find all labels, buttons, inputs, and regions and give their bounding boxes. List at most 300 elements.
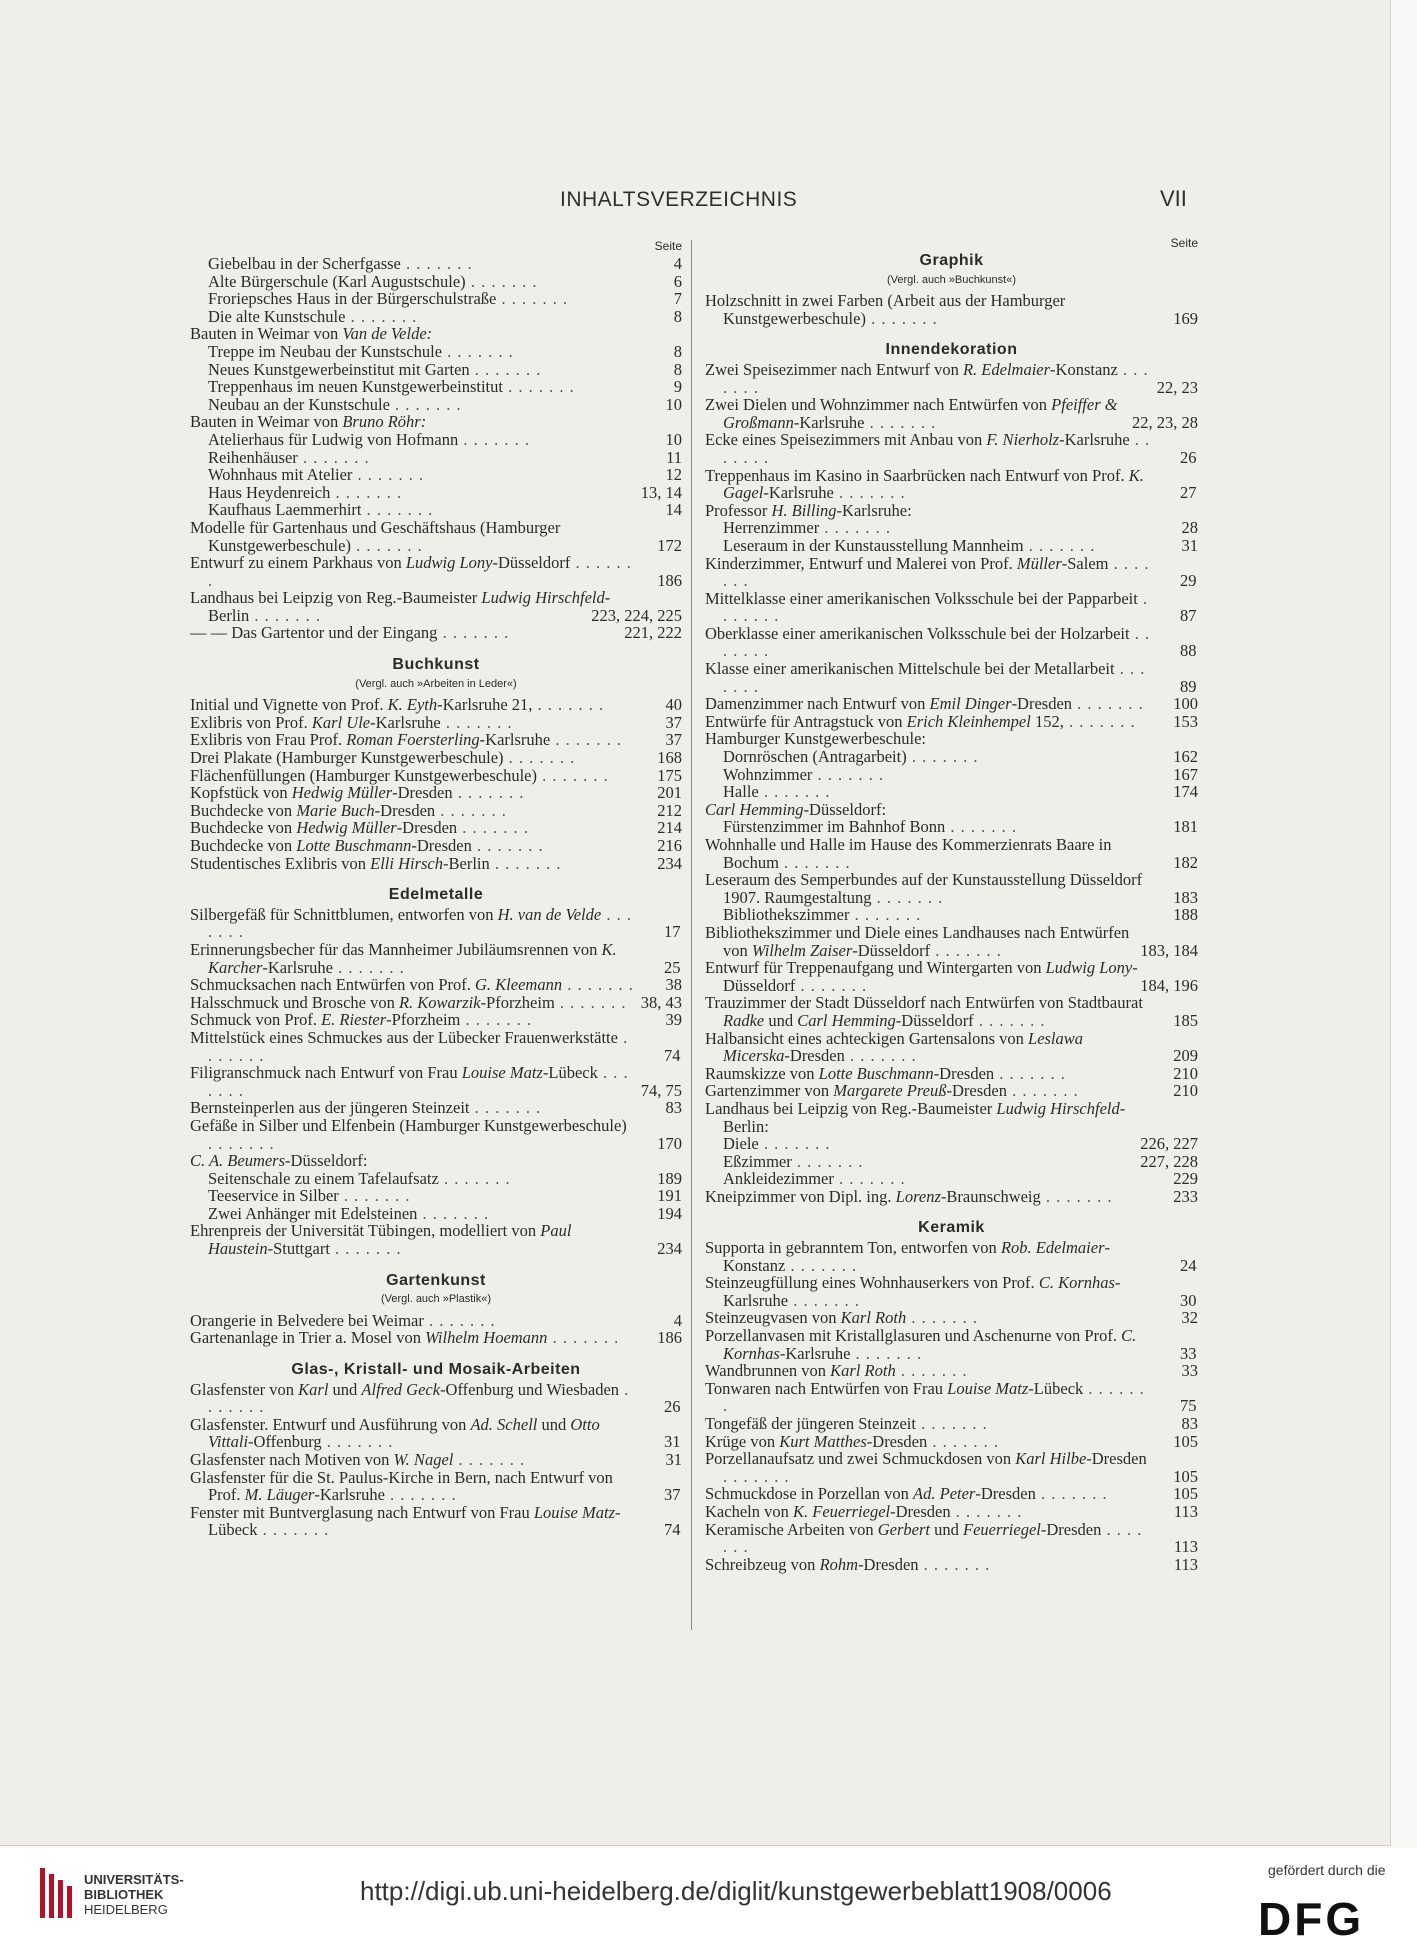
library-name bbox=[84, 1872, 184, 1917]
leader-dots: . . . . . . . bbox=[778, 852, 851, 872]
entry-title: Atelierhaus für Ludwig von Hofmann bbox=[208, 429, 459, 449]
entry-title: Bibliothekszimmer und Diele eines Landhauses nach Entwürfen von Wilhelm Zaiser-Düsseldorf bbox=[705, 922, 1130, 960]
entry-page: 186 bbox=[657, 570, 682, 590]
toc-entry bbox=[705, 396, 1198, 431]
entry-title: Initial und Vignette von Prof. K. Eyth-Karlsruhe 21, bbox=[190, 695, 533, 715]
leader-dots: . . . . . . . bbox=[723, 588, 1149, 626]
toc-entry bbox=[190, 1205, 682, 1223]
toc-entry bbox=[190, 855, 682, 873]
entry-page: 10 bbox=[665, 429, 682, 449]
entry-title: Damenzimmer nach Entwurf von Emil Dinger-Dresden bbox=[705, 694, 1073, 714]
toc-entry bbox=[190, 1099, 682, 1117]
entry-page: 113 bbox=[1173, 1554, 1198, 1574]
leader-dots: . . . . . . . bbox=[321, 1432, 394, 1452]
entry-page: 31 bbox=[1181, 535, 1198, 555]
entry-title: Hamburger Kunstgewerbeschule: bbox=[705, 729, 927, 749]
footer-bar bbox=[0, 1848, 1417, 1953]
entry-title: Wandbrunnen von Karl Roth bbox=[705, 1361, 896, 1381]
leader-dots: . . . . . . . bbox=[915, 1414, 988, 1433]
entry-page: 22, 23 bbox=[1156, 377, 1198, 397]
toc-entry bbox=[190, 413, 682, 431]
university-library-logo-icon bbox=[38, 1864, 72, 1922]
toc-entry bbox=[705, 959, 1198, 994]
entry-title: Alte Bürgerschule (Karl Augustschule) bbox=[208, 271, 466, 291]
entry-title: Drei Plakate (Hamburger Kunstgewerbeschule) bbox=[190, 748, 504, 768]
entry-title: Entwürfe für Antragstuck von Erich Kleinhempel 152, bbox=[705, 711, 1064, 731]
leader-dots: . . . . . . . bbox=[849, 905, 922, 925]
leader-dots: . . . . . . . bbox=[758, 782, 831, 802]
toc-entry bbox=[190, 519, 682, 554]
toc-entry bbox=[190, 802, 682, 820]
entry-title: Teeservice in Silber bbox=[208, 1186, 339, 1206]
entry-title: Bernsteinperlen aus der jüngeren Steinzeit bbox=[190, 1098, 470, 1118]
entry-page: 183 bbox=[1173, 887, 1198, 907]
leader-dots: . . . . . . . bbox=[562, 975, 634, 995]
toc-entry bbox=[190, 273, 682, 291]
entry-title: Entwurf zu einem Parkhaus von Ludwig Lony-Düsseldorf bbox=[190, 553, 571, 573]
leader-dots: . . . . . . . bbox=[1072, 694, 1144, 714]
entry-page: 183, 184 bbox=[1140, 940, 1198, 960]
entry-title: Schmuckdose in Porzellan von Ad. Peter-Dresden bbox=[705, 1484, 1036, 1504]
leader-dots: . . . . . . . bbox=[345, 306, 418, 326]
leader-dots: . . . . . . . bbox=[249, 605, 321, 625]
toc-entry: Tonwaren nach Entwürfen von Frau Louise Matz-Lübeck . . . . . . . 75 bbox=[705, 1378, 1197, 1416]
entry-page: 227, 228 bbox=[1140, 1151, 1198, 1171]
entry-page: 4 bbox=[673, 1310, 682, 1330]
entry-title: Oberklasse einer amerikanischen Volksschule bei der Holzarbeit bbox=[705, 623, 1130, 643]
entry-title: Kinderzimmer, Entwurf und Malerei von Prof. Müller-Salem bbox=[705, 553, 1109, 573]
leader-dots: . . . . . . . bbox=[435, 800, 507, 820]
leader-dots: . . . . . . . bbox=[927, 1431, 1000, 1451]
entry-page: 226, 227 bbox=[1140, 1134, 1198, 1154]
leader-dots: . . . . . . . bbox=[758, 1134, 831, 1154]
entry-page: 8 bbox=[673, 341, 682, 361]
toc-entry bbox=[705, 1556, 1198, 1574]
entry-title: Landhaus bei Leipzig von Reg.-Baumeister Ludwig Hirschfeld-Berlin: bbox=[705, 1098, 1126, 1136]
leader-dots: . . . . . . . bbox=[1063, 711, 1136, 731]
toc-entry bbox=[190, 431, 682, 449]
toc-entry bbox=[190, 1170, 682, 1188]
entry-title: Leseraum in der Kunstausstellung Mannheim bbox=[723, 535, 1024, 555]
entry-page: 28 bbox=[1181, 518, 1198, 538]
entry-title: Wohnzimmer bbox=[723, 764, 813, 784]
section-heading: Graphik bbox=[919, 252, 984, 269]
entry-title: Fürstenzimmer im Bahnhof Bonn bbox=[723, 817, 946, 837]
entry-title: Gartenzimmer von Margarete Preuß-Dresden bbox=[705, 1081, 1007, 1101]
toc-entry bbox=[705, 1153, 1198, 1171]
entry-page: 188 bbox=[1173, 905, 1198, 925]
entry-title: Gartenanlage in Trier a. Mosel von Wilhelm Hoemann bbox=[190, 1328, 548, 1348]
entry-title: Holzschnitt in zwei Farben (Arbeit aus der Hamburger Kunstgewerbeschule) bbox=[705, 291, 1066, 328]
section-note: (Vergl. auch »Plastik«) bbox=[380, 1293, 492, 1306]
entry-title: Krüge von Kurt Matthes-Dresden bbox=[705, 1431, 928, 1451]
leader-dots: . . . . . . . bbox=[1023, 535, 1096, 555]
leader-dots: . . . . . . . bbox=[930, 940, 1002, 960]
entry-title: — — Das Gartentor und der Eingang bbox=[190, 623, 438, 643]
entry-title: Schmuck von Prof. E. Riester-Pforzheim bbox=[190, 1010, 461, 1030]
toc-entry bbox=[705, 519, 1198, 537]
toc-entry bbox=[705, 1415, 1198, 1433]
entry-title: Dornröschen (Antragarbeit) bbox=[723, 747, 907, 767]
section-heading: Gartenkunst bbox=[386, 1271, 486, 1289]
entry-page: 83 bbox=[1181, 1414, 1198, 1433]
leader-dots: . . . . . . . bbox=[788, 1290, 860, 1310]
toc-entry: Oberklasse einer amerikanischen Volksschule bei der Holzarbeit . . . . . . . 88 bbox=[705, 623, 1197, 661]
entry-page: 7 bbox=[673, 289, 682, 309]
toc-entry bbox=[190, 767, 682, 785]
toc-entry bbox=[705, 1503, 1198, 1521]
toc-entry bbox=[190, 1329, 682, 1347]
toc-entry bbox=[190, 449, 682, 467]
entry-title: Steinzeugfüllung eines Wohnhauserkers von Prof. C. Kornhas-Karlsruhe bbox=[705, 1273, 1121, 1310]
entry-page: 31 bbox=[665, 1450, 682, 1469]
toc-entry bbox=[705, 906, 1198, 924]
entry-title: Treppenhaus im Kasino in Saarbrücken nach Entwurf von Prof. K. Gagel-Karlsruhe bbox=[705, 465, 1144, 503]
leader-dots: . . . . . . . bbox=[350, 535, 423, 555]
toc-entry bbox=[190, 1451, 682, 1469]
section-heading: Glas-, Kristall- und Mosaik-Arbeiten bbox=[291, 1361, 581, 1379]
toc-entry bbox=[190, 1187, 682, 1205]
entry-page: 83 bbox=[665, 1098, 682, 1118]
entry-page: 189 bbox=[657, 1168, 682, 1188]
leader-dots: . . . . . . . bbox=[257, 1520, 330, 1540]
section-heading: Edelmetalle bbox=[388, 886, 484, 904]
entry-title: Exlibris von Prof. Karl Ule-Karlsruhe bbox=[190, 712, 441, 732]
entry-title: Herrenzimmer bbox=[723, 518, 820, 538]
entry-page: 234 bbox=[657, 853, 682, 873]
entry-page: 13, 14 bbox=[640, 482, 682, 502]
entry-title: Treppe im Neubau der Kunstschule bbox=[208, 341, 443, 361]
toc-entry bbox=[705, 818, 1198, 836]
entry-page: 153 bbox=[1173, 711, 1198, 731]
toc-entry bbox=[705, 502, 1198, 520]
page-number: VII bbox=[1160, 186, 1187, 211]
entry-title: Bibliothekszimmer bbox=[723, 905, 850, 925]
toc-entry bbox=[190, 378, 682, 396]
leader-dots: . . . . . . . bbox=[833, 1169, 906, 1189]
entry-title: Mittelklasse einer amerikanischen Volksschule bei der Papparbeit bbox=[705, 588, 1138, 608]
entry-page: 37 bbox=[665, 712, 682, 732]
toc-entry bbox=[190, 554, 682, 589]
toc-entry bbox=[190, 1312, 682, 1330]
entry-title: Halbansicht eines achteckigen Gartensalons von Leslawa Micerska-Dresden bbox=[705, 1028, 1084, 1066]
entry-page: 39 bbox=[665, 1010, 682, 1030]
entry-page: 32 bbox=[1181, 1308, 1198, 1328]
leader-dots: . . . . . . . bbox=[457, 818, 529, 838]
entry-title: Zwei Speisezimmer nach Entwurf von R. Edelmaier-Konstanz bbox=[705, 359, 1118, 379]
leader-dots: . . . . . . . bbox=[329, 1239, 402, 1259]
leader-dots: . . . . . . . bbox=[465, 271, 538, 291]
entry-title: Buchdecke von Marie Buch-Dresden bbox=[190, 800, 436, 820]
permalink-url[interactable]: http://digi.ub.uni-heidelberg.de/diglit/kunstgewerbeblatt1908/0006 bbox=[360, 1876, 1112, 1906]
entry-title: Reihenhäuser bbox=[208, 447, 298, 467]
entry-title: Buchdecke von Lotte Buschmann-Dresden bbox=[190, 836, 472, 855]
toc-entry bbox=[190, 731, 682, 749]
entry-page: 40 bbox=[665, 695, 682, 715]
toc-entry bbox=[705, 1362, 1198, 1380]
entry-title: C. A. Beumers-Düsseldorf: bbox=[190, 1151, 368, 1171]
left-column bbox=[190, 237, 682, 1539]
entry-page: 212 bbox=[657, 800, 682, 820]
leader-dots: . . . . . . . bbox=[1006, 1081, 1079, 1101]
entry-title: Glasfenster. Entwurf und Ausführung von Ad. Schell und Otto Vittali-Offenburg bbox=[190, 1414, 600, 1452]
toc-entry: Glasfenster von Karl und Alfred Geck-Offenburg und Wiesbaden . . . . . . . 26 bbox=[190, 1379, 681, 1417]
entry-title: Bauten in Weimar von Bruno Röhr: bbox=[190, 412, 427, 432]
leader-dots: . . . . . . . bbox=[785, 1255, 858, 1275]
toc-entry bbox=[705, 801, 1198, 819]
entry-title: Supporta in gebranntem Ton, entworfen von Rob. Edelmaier-Konstanz bbox=[705, 1238, 1110, 1275]
leader-dots: . . . . . . . bbox=[973, 1010, 1046, 1030]
entry-page: 12 bbox=[665, 465, 682, 485]
entry-title: Porzellanaufsatz und zwei Schmuckdosen von Karl Hilbe-Dresden bbox=[705, 1449, 1147, 1469]
leader-dots: . . . . . . . bbox=[471, 836, 544, 855]
entry-title: Modelle für Gartenhaus und Geschäftshaus (Hamburger Kunstgewerbeschule) bbox=[190, 517, 561, 555]
library-name-line: BIBLIOTHEK bbox=[84, 1887, 164, 1902]
toc-entry bbox=[705, 1065, 1198, 1083]
entry-title: Silbergefäß für Schnittblumen, entworfen von H. van de Velde bbox=[190, 904, 602, 924]
entry-title: Halle bbox=[723, 782, 759, 802]
entry-page: 229 bbox=[1173, 1169, 1198, 1189]
leader-dots: . . . . . . . bbox=[458, 429, 530, 449]
section-heading: Buchkunst bbox=[392, 656, 480, 674]
leader-dots: . . . . . . . bbox=[723, 1466, 790, 1486]
entry-title: Zwei Anhänger mit Edelsteinen bbox=[208, 1203, 418, 1223]
toc-entry bbox=[190, 819, 682, 837]
toc-entry bbox=[705, 1188, 1198, 1206]
page-title: INHALTSVERZEICHNIS bbox=[560, 188, 798, 211]
toc-entry bbox=[705, 924, 1198, 959]
leader-dots: . . . . . . . bbox=[332, 957, 405, 977]
leader-dots: . . . . . . . bbox=[723, 553, 1150, 591]
toc-entry: Mittelstück eines Schmuckes aus der Lübecker Frauenwerkstätte . . . . . . . 74 bbox=[190, 1027, 681, 1065]
entry-title: Tonwaren nach Entwürfen von Frau Louise Matz-Lübeck bbox=[705, 1378, 1084, 1398]
leader-dots: . . . . . . . bbox=[819, 518, 891, 538]
toc-entry bbox=[705, 836, 1198, 871]
entry-title: Neues Kunstgewerbeinstitut mit Garten bbox=[208, 359, 470, 379]
entry-title: Ehrenpreis der Universität Tübingen, modelliert von Paul Haustein-Stuttgart bbox=[190, 1221, 572, 1259]
entry-page: 14 bbox=[665, 500, 682, 520]
leader-dots: . . . . . . . bbox=[906, 1308, 978, 1328]
toc-entry bbox=[705, 1170, 1198, 1188]
entry-page: 162 bbox=[1173, 747, 1198, 767]
leader-dots: . . . . . . . bbox=[994, 1063, 1066, 1083]
entry-page: 169 bbox=[1173, 308, 1198, 328]
leader-dots: . . . . . . . bbox=[844, 1046, 917, 1066]
toc-entry bbox=[705, 537, 1198, 555]
leader-dots: . . . . . . . bbox=[723, 430, 1151, 467]
leader-dots: . . . . . . . bbox=[496, 289, 569, 309]
entry-title: Treppenhaus im neuen Kunstgewerbeinstitut bbox=[208, 377, 503, 397]
toc-entry bbox=[705, 766, 1198, 784]
entry-page: 233 bbox=[1173, 1186, 1198, 1206]
toc-entry bbox=[190, 589, 682, 624]
entry-page: 175 bbox=[657, 765, 682, 785]
entry-title: Die alte Kunstschule bbox=[208, 306, 346, 326]
leader-dots: . . . . . . . bbox=[469, 359, 542, 379]
toc-entry bbox=[705, 1082, 1198, 1100]
entry-title: Mittelstück eines Schmuckes aus der Lübecker Frauenwerkstätte bbox=[190, 1027, 618, 1047]
leader-dots: . . . . . . . bbox=[1040, 1186, 1113, 1206]
section-heading: Keramik bbox=[918, 1219, 985, 1237]
toc-entry bbox=[190, 976, 682, 994]
toc-entry: Porzellanvasen mit Kristallglasuren und Aschenurne von Prof. C. Kornhas-Karlsruhe . . . . . . . 33 bbox=[705, 1326, 1197, 1363]
toc-entry bbox=[190, 255, 682, 273]
toc-entry bbox=[190, 994, 682, 1012]
entry-title: Bauten in Weimar von Van de Velde: bbox=[190, 324, 433, 344]
entry-page: 11 bbox=[666, 447, 682, 467]
leader-dots: . . . . . . . bbox=[438, 1168, 511, 1188]
entry-title: Zwei Dielen und Wohnzimmer nach Entwürfen von Pfeiffer & Großmann-Karlsruhe bbox=[705, 395, 1118, 432]
entry-title: Studentisches Exlibris von Elli Hirsch-Berlin bbox=[190, 853, 490, 873]
entry-page: 184, 196 bbox=[1140, 975, 1198, 995]
column-divider bbox=[691, 240, 692, 1630]
toc-entry: Mittelklasse einer amerikanischen Volksschule bei der Papparbeit . . . . . . . 87 bbox=[705, 588, 1197, 626]
entry-page: 9 bbox=[673, 377, 682, 397]
leader-dots: . . . . . . . bbox=[400, 254, 473, 273]
entry-title: Leseraum des Semperbundes auf der Kunstausstellung Düsseldorf 1907. Raumgestaltung bbox=[705, 870, 1143, 907]
leader-dots: . . . . . . . bbox=[864, 412, 937, 432]
toc-entry bbox=[705, 1100, 1198, 1135]
leader-dots: . . . . . . . bbox=[437, 623, 510, 643]
entry-page: 8 bbox=[673, 359, 682, 379]
toc-entry bbox=[190, 837, 682, 855]
toc-entry bbox=[190, 1152, 682, 1170]
leader-dots: . . . . . . . bbox=[895, 1361, 968, 1381]
leader-dots: . . . . . . . bbox=[723, 659, 1146, 696]
toc-entry bbox=[190, 1011, 682, 1029]
leader-dots: . . . . . . . bbox=[723, 623, 1151, 661]
leader-dots: . . . . . . . bbox=[208, 1063, 629, 1100]
toc-entry bbox=[190, 325, 682, 343]
entry-page: 38 bbox=[665, 975, 682, 995]
entry-title: Erinnerungsbecher für das Mannheimer Jubiläumsrennen von K. Karcher-Karlsruhe bbox=[190, 939, 617, 977]
leader-dots: . . . . . . . bbox=[389, 394, 462, 414]
toc-entry bbox=[705, 1450, 1198, 1485]
entry-title: Raumskizze von Lotte Buschmann-Dresden bbox=[705, 1063, 995, 1083]
entry-page: 194 bbox=[657, 1203, 682, 1223]
leader-dots: . . . . . . . bbox=[547, 1328, 620, 1348]
leader-dots: . . . . . . . bbox=[918, 1554, 991, 1574]
toc-entry bbox=[705, 1309, 1198, 1327]
toc-entry bbox=[705, 871, 1198, 906]
toc-entry bbox=[190, 784, 682, 802]
toc-entry bbox=[705, 695, 1198, 713]
toc-entry bbox=[190, 714, 682, 732]
entry-title: Haus Heydenreich bbox=[208, 482, 331, 502]
entry-page: 201 bbox=[657, 783, 682, 803]
toc-entry bbox=[705, 361, 1198, 396]
section-note: (Vergl. auch »Buchkunst«) bbox=[886, 273, 1017, 286]
leader-dots: . . . . . . . bbox=[208, 553, 632, 590]
entry-page: 234 bbox=[657, 1239, 682, 1259]
leader-dots: . . . . . . . bbox=[384, 1485, 457, 1505]
entry-title: Buchdecke von Hedwig Müller-Dresden bbox=[190, 818, 458, 838]
leader-dots: . . . . . . . bbox=[489, 853, 562, 873]
leader-dots: . . . . . . . bbox=[871, 887, 944, 907]
entry-page: 33 bbox=[1181, 1361, 1198, 1381]
leader-dots: . . . . . . . bbox=[532, 695, 605, 715]
entry-title: Kneipzimmer von Dipl. ing. Lorenz-Braunschweig bbox=[705, 1186, 1041, 1206]
toc-entry bbox=[705, 783, 1198, 801]
entry-page: 209 bbox=[1173, 1046, 1198, 1066]
entry-title: Kopfstück von Hedwig Müller-Dresden bbox=[190, 783, 453, 803]
leader-dots: . . . . . . . bbox=[330, 482, 403, 502]
entry-page: 172 bbox=[657, 535, 682, 555]
entry-page: 191 bbox=[657, 1186, 682, 1206]
leader-dots: . . . . . . . bbox=[503, 748, 576, 768]
entry-title: Seitenschale zu einem Tafelaufsatz bbox=[208, 1168, 439, 1188]
leader-dots: . . . . . . . bbox=[208, 1027, 629, 1065]
leader-dots: . . . . . . . bbox=[423, 1310, 496, 1330]
entry-title: Neubau an der Kunstschule bbox=[208, 394, 390, 414]
entry-page: 214 bbox=[657, 818, 682, 838]
leader-dots: . . . . . . . bbox=[945, 817, 1018, 837]
toc-entry: Ecke eines Speisezimmers mit Anbau von F. Nierholz-Karlsruhe . . . . . . . 26 bbox=[705, 430, 1197, 467]
toc-entry bbox=[705, 1135, 1198, 1153]
seite-label: Seite bbox=[1170, 236, 1198, 250]
toc-entry bbox=[705, 292, 1198, 327]
toc-entry bbox=[190, 484, 682, 502]
entry-page: 216 bbox=[657, 836, 682, 855]
leader-dots: . . . . . . . bbox=[554, 992, 627, 1012]
leader-dots: . . . . . . . bbox=[833, 483, 906, 503]
leader-dots: . . . . . . . bbox=[906, 747, 979, 767]
entry-title: Flächenfüllungen (Hamburger Kunstgewerbeschule) bbox=[190, 765, 537, 785]
toc-entry bbox=[705, 748, 1198, 766]
toc-entry bbox=[190, 1064, 682, 1099]
toc-entry bbox=[705, 994, 1198, 1029]
leader-dots: . . . . . . . bbox=[850, 1343, 923, 1363]
toc-entry bbox=[705, 713, 1198, 731]
leader-dots: . . . . . . . bbox=[550, 730, 622, 750]
toc-entry bbox=[190, 361, 682, 379]
leader-dots: . . . . . . . bbox=[338, 1186, 411, 1206]
toc-entry: Fenster mit Buntverglasung nach Entwurf von Frau Louise Matz-Lübeck . . . . . . . 74 bbox=[190, 1502, 681, 1540]
leader-dots: . . . . . . . bbox=[723, 359, 1149, 397]
dfg-logo: DFG bbox=[1258, 1893, 1365, 1945]
leader-dots: . . . . . . . bbox=[452, 783, 525, 803]
toc-entry bbox=[705, 1521, 1198, 1556]
leader-dots: . . . . . . . bbox=[361, 500, 434, 520]
entry-title: Kaufhaus Laemmerhirt bbox=[208, 500, 362, 520]
entry-title: Tongefäß der jüngeren Steinzeit bbox=[705, 1414, 916, 1433]
toc-entry: Steinzeugfüllung eines Wohnhauserkers von Prof. C. Kornhas-Karlsruhe . . . . . . . 30 bbox=[705, 1273, 1197, 1310]
left-intro-entries bbox=[190, 255, 682, 642]
entry-page: 186 bbox=[657, 1328, 682, 1348]
leader-dots: . . . . . . . bbox=[453, 1450, 526, 1469]
toc-entry bbox=[190, 1222, 682, 1257]
entry-title: Wohnhalle und Halle im Hause des Kommerzienrats Baare in Bochum bbox=[705, 835, 1112, 872]
entry-title: Ecke eines Speisezimmers mit Anbau von F. Nierholz-Karlsruhe bbox=[705, 430, 1130, 450]
left-sections bbox=[190, 656, 682, 1539]
toc-entry: Silbergefäß für Schnittblumen, entworfen von H. van de Velde . . . . . . . 17 bbox=[190, 904, 681, 942]
entry-title: Professor H. Billing-Karlsruhe: bbox=[705, 500, 912, 520]
entry-title: Glasfenster für die St. Paulus-Kirche in Bern, nach Entwurf von Prof. M. Läuger-Karlsruhe bbox=[190, 1467, 613, 1505]
entry-page: 223, 224, 225 bbox=[591, 605, 682, 625]
toc-entry bbox=[190, 466, 682, 484]
toc-entry: Supporta in gebranntem Ton, entworfen von Rob. Edelmaier-Konstanz . . . . . . . 24 bbox=[705, 1238, 1197, 1275]
toc-entry bbox=[190, 696, 682, 714]
entry-page: 37 bbox=[665, 730, 682, 750]
entry-title: Wohnhaus mit Atelier bbox=[208, 465, 353, 485]
toc-entry bbox=[190, 343, 682, 361]
leader-dots: . . . . . . . bbox=[812, 764, 885, 784]
entry-title: Schreibzeug von Rohm-Dresden bbox=[705, 1554, 919, 1574]
leader-dots: . . . . . . . bbox=[460, 1010, 533, 1030]
leader-dots: . . . . . . . bbox=[208, 1133, 275, 1153]
library-name-line: UNIVERSITÄTS- bbox=[84, 1872, 184, 1887]
entry-page: 22, 23, 28 bbox=[1132, 412, 1198, 432]
